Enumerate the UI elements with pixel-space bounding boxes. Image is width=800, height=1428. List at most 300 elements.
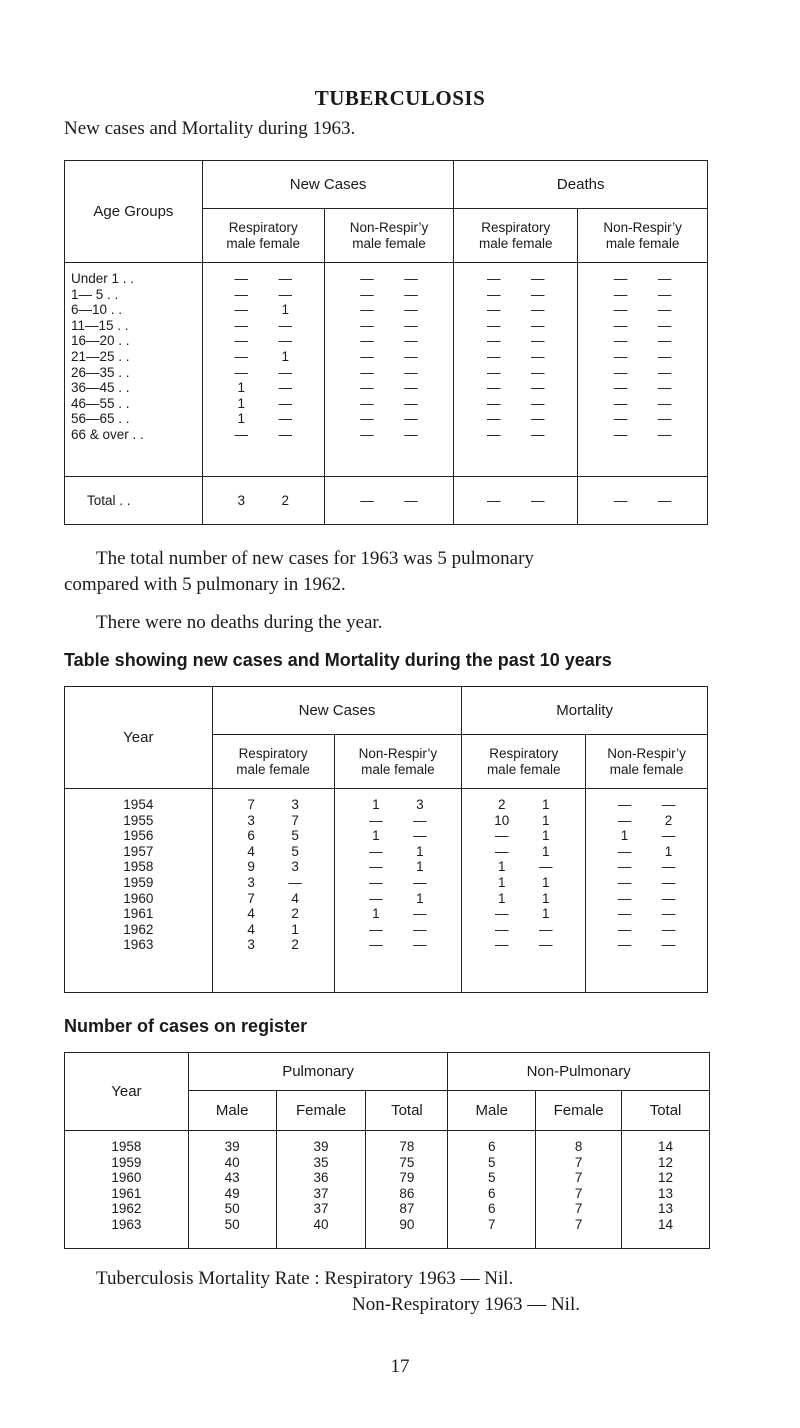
cell-value: — [360, 364, 374, 380]
cell-value: — [613, 286, 628, 302]
new-resp-column [212, 789, 334, 993]
cell-value: — [413, 874, 427, 890]
page-number: 17 [390, 1356, 410, 1377]
age-group-label: 46—55 . . [71, 395, 130, 411]
new-resp-column [202, 263, 324, 477]
age-group-label: 66 & over . . [71, 426, 144, 442]
cell-value: — [617, 906, 632, 922]
cell-value: — [404, 411, 418, 427]
value-pair [578, 302, 707, 318]
year-column [65, 1131, 189, 1249]
value-pair [213, 906, 334, 922]
year-label: 1955 [123, 812, 154, 828]
value-pair [454, 365, 577, 381]
year-label: 1956 [123, 828, 154, 844]
cell-value: — [657, 317, 672, 333]
cell-value: 5 [488, 1154, 496, 1170]
year-label: 1959 [111, 1154, 142, 1170]
cell-value: 4 [247, 843, 255, 859]
cell-value: — [661, 890, 676, 906]
cell-value: — [404, 492, 418, 508]
cell-value: — [413, 828, 427, 844]
mortality-rate-respiratory: Tuberculosis Mortality Rate : Respiratory 1963 — Nil. [96, 1268, 514, 1289]
value-pair [325, 287, 454, 303]
value-pair [213, 922, 334, 938]
cell-value: — [288, 874, 302, 890]
register-table-heading: Number of cases on register [64, 1016, 308, 1036]
value-pair [454, 493, 577, 509]
cell-value: 5 [291, 843, 299, 859]
cell-value: 75 [399, 1154, 415, 1170]
cell-value: 1 [237, 395, 245, 411]
cell-value: — [657, 348, 672, 364]
value-pair [586, 937, 707, 953]
age-group-label: 1— 5 . . [71, 286, 119, 302]
age-groups-header: Age Groups [65, 161, 203, 263]
cell-value: — [360, 286, 374, 302]
value-pair [213, 813, 334, 829]
cell-value: — [404, 302, 418, 318]
cell-value: — [613, 348, 628, 364]
pulm-female-header: Female [276, 1091, 366, 1131]
cell-value: 13 [658, 1185, 674, 1201]
cell-value: — [613, 411, 628, 427]
pulmonary-header: Pulmonary [188, 1053, 448, 1091]
value-pair [454, 271, 577, 287]
pulm-female-column [276, 1131, 366, 1249]
cell-value: — [661, 937, 676, 953]
cell-value: — [531, 286, 545, 302]
cell-value: 7 [574, 1216, 583, 1232]
cell-value: — [278, 364, 292, 380]
nonpulm-male-header: Male [448, 1091, 536, 1131]
cell-value: 90 [399, 1216, 415, 1232]
cell-value: — [538, 937, 553, 953]
cell-value: 50 [224, 1201, 240, 1217]
new-nonresp-column [324, 263, 454, 477]
cell-value: — [413, 937, 427, 953]
value-pair [578, 271, 707, 287]
cell-value: — [617, 843, 632, 859]
value-pair [325, 318, 454, 334]
cell-value: — [657, 426, 672, 442]
total-new-resp [202, 477, 324, 525]
cell-value: — [360, 426, 374, 442]
new-resp-header: Respiratory male female [212, 735, 334, 789]
cell-value: — [657, 333, 672, 349]
cell-value: — [404, 271, 418, 286]
cell-value: — [531, 302, 545, 318]
value-pair [586, 891, 707, 907]
age-group-label: 21—25 . . [71, 348, 130, 364]
cell-value: 14 [658, 1216, 674, 1232]
value-pair [578, 349, 707, 365]
year-label: 1957 [123, 843, 154, 859]
year-label: 1954 [123, 797, 154, 812]
cell-value: — [360, 271, 374, 286]
cell-value: 3 [416, 797, 424, 812]
value-pair [586, 922, 707, 938]
cell-value: — [404, 426, 418, 442]
page-title: TUBERCULOSIS [314, 86, 486, 110]
value-pair [203, 349, 324, 365]
new-nonresp-column [334, 789, 462, 993]
cell-value: 1 [497, 859, 506, 875]
cell-value: — [661, 906, 676, 922]
cell-value: — [234, 302, 248, 318]
cell-value: — [494, 906, 509, 922]
value-pair [578, 493, 707, 509]
value-pair [454, 396, 577, 412]
cell-value: — [278, 317, 292, 333]
cell-value: — [369, 874, 383, 890]
cell-value: — [234, 333, 248, 349]
cell-value: 7 [574, 1185, 583, 1201]
cell-value: — [413, 921, 427, 937]
cell-value: 12 [658, 1154, 674, 1170]
cell-value: 78 [399, 1139, 415, 1154]
value-pair [462, 828, 585, 844]
cell-value: — [657, 364, 672, 380]
cell-value: 40 [224, 1154, 240, 1170]
cell-value: — [613, 426, 628, 442]
cell-value: — [487, 317, 501, 333]
cell-value: — [617, 890, 632, 906]
cell-value: 6 [488, 1185, 496, 1201]
new-nonresp-header: Non-Respir’y male female [324, 209, 454, 263]
value-pair [203, 427, 324, 443]
cell-value: 39 [313, 1139, 329, 1154]
cell-value: — [531, 395, 545, 411]
value-pair [578, 380, 707, 396]
age-group-label: 11—15 . . [71, 317, 129, 333]
value-pair [454, 380, 577, 396]
cell-value: — [661, 874, 676, 890]
value-pair [213, 797, 334, 813]
age-group-label: 36—45 . . [71, 380, 130, 396]
cell-value: — [657, 271, 672, 286]
deaths-header: Deaths [454, 161, 708, 209]
cell-value: — [487, 380, 501, 396]
value-pair [213, 875, 334, 891]
cell-value: 9 [247, 859, 255, 875]
new-nonresp-header: Non-Respir’y male female [334, 735, 462, 789]
cell-value: — [404, 364, 418, 380]
cell-value: — [531, 271, 545, 286]
cell-value: — [613, 380, 628, 396]
cell-value: — [617, 921, 632, 937]
cell-value: — [657, 286, 672, 302]
page-subtitle: New cases and Mortality during 1963. [64, 118, 356, 139]
cell-value: 1 [497, 874, 506, 890]
cell-value: — [531, 411, 545, 427]
value-pair [454, 349, 577, 365]
cell-value: 3 [291, 797, 299, 812]
cell-value: 36 [313, 1170, 329, 1186]
value-pair [578, 287, 707, 303]
cell-value: — [487, 286, 501, 302]
value-pair [213, 937, 334, 953]
cell-value: — [617, 874, 632, 890]
value-pair [462, 859, 585, 875]
age-group-label: 16—20 . . [71, 333, 130, 349]
mort-nonresp-column [586, 789, 708, 993]
cell-value: — [360, 380, 374, 396]
cell-value: 2 [497, 797, 506, 812]
total-deaths-resp [454, 477, 578, 525]
cell-value: 1 [541, 797, 550, 812]
cell-value: 87 [399, 1201, 415, 1217]
year-column [65, 789, 213, 993]
cell-value: 39 [224, 1139, 240, 1154]
cell-value: 7 [574, 1154, 583, 1170]
value-pair [454, 318, 577, 334]
cell-value: 3 [237, 492, 245, 508]
value-pair [203, 302, 324, 318]
cell-value: — [360, 411, 374, 427]
cell-value: 13 [658, 1201, 674, 1217]
mort-nonresp-header: Non-Respir’y male female [586, 735, 708, 789]
value-pair [586, 875, 707, 891]
cell-value: — [487, 411, 501, 427]
cell-value: 1 [620, 828, 629, 844]
year-header: Year [65, 1053, 189, 1131]
cell-value: 7 [574, 1170, 583, 1186]
cell-value: 1 [541, 906, 550, 922]
value-pair [203, 318, 324, 334]
cell-value: — [404, 286, 418, 302]
cell-value: 3 [247, 937, 255, 953]
value-pair [213, 891, 334, 907]
cell-value: — [661, 828, 676, 844]
cell-value: — [360, 492, 374, 508]
cell-value: 6 [247, 828, 255, 844]
cell-value: — [494, 937, 509, 953]
cell-value: — [360, 302, 374, 318]
value-pair [578, 365, 707, 381]
value-pair [213, 828, 334, 844]
cell-value: 7 [247, 890, 255, 906]
cell-value: 6 [488, 1201, 496, 1217]
nonpulm-female-column [536, 1131, 622, 1249]
cell-value: — [531, 492, 545, 508]
cell-value: — [404, 348, 418, 364]
cell-value: — [617, 937, 632, 953]
cell-value: — [657, 302, 672, 318]
value-pair [335, 844, 462, 860]
year-label: 1960 [123, 890, 154, 906]
cell-value: — [487, 364, 501, 380]
deaths-resp-header: Respiratory male female [454, 209, 578, 263]
cell-value: — [487, 492, 501, 508]
value-pair [213, 859, 334, 875]
cell-value: 7 [291, 812, 299, 828]
cell-value: — [234, 317, 248, 333]
age-labels-column [65, 263, 203, 477]
cell-value: — [613, 317, 628, 333]
pulm-male-column [188, 1131, 276, 1249]
value-pair [335, 891, 462, 907]
mort-resp-header: Respiratory male female [462, 735, 586, 789]
cell-value: — [617, 812, 632, 828]
age-group-label: 26—35 . . [71, 364, 130, 380]
cell-value: — [369, 921, 383, 937]
cell-value: 1 [372, 828, 380, 844]
cell-value: — [234, 348, 248, 364]
cell-value: — [278, 333, 292, 349]
year-label: 1961 [123, 906, 154, 922]
value-pair [454, 333, 577, 349]
value-pair [462, 922, 585, 938]
cell-value: 3 [291, 859, 299, 875]
cell-value: — [538, 859, 553, 875]
cell-value: 35 [313, 1154, 329, 1170]
value-pair [454, 287, 577, 303]
cell-value: — [487, 333, 501, 349]
year-header: Year [65, 687, 213, 789]
value-pair [586, 859, 707, 875]
cell-value: — [413, 812, 427, 828]
pulm-total-column [366, 1131, 448, 1249]
cell-value: — [369, 859, 383, 875]
value-pair [586, 844, 707, 860]
cell-value: 49 [224, 1185, 240, 1201]
value-pair [203, 333, 324, 349]
cell-value: 1 [541, 843, 550, 859]
cell-value: 1 [541, 828, 550, 844]
cell-value: — [657, 380, 672, 396]
cell-value: — [487, 271, 501, 286]
cell-value: — [234, 271, 248, 286]
cell-value: — [369, 812, 383, 828]
cell-value: — [494, 828, 509, 844]
cell-value: — [661, 797, 676, 812]
cell-value: — [538, 921, 553, 937]
value-pair [586, 828, 707, 844]
cell-value: 10 [494, 812, 510, 828]
mort-resp-column [462, 789, 586, 993]
cell-value: — [278, 411, 292, 427]
paragraph-no-deaths: There were no deaths during the year. [96, 612, 383, 633]
value-pair [325, 271, 454, 287]
cell-value: 1 [372, 797, 380, 812]
cell-value: — [278, 271, 292, 286]
cell-value: — [531, 333, 545, 349]
cell-value: — [369, 890, 383, 906]
deaths-nonresp-header: Non-Respir’y male female [578, 209, 708, 263]
cell-value: — [404, 380, 418, 396]
year-label: 1958 [123, 859, 154, 875]
cell-value: — [360, 317, 374, 333]
value-pair [578, 333, 707, 349]
cell-value: — [613, 271, 628, 286]
cell-value: 50 [224, 1216, 240, 1232]
ten-year-table-heading: Table showing new cases and Mortality during the past 10 years [64, 650, 612, 670]
cell-value: 1 [541, 874, 550, 890]
cell-value: — [278, 395, 292, 411]
cell-value: — [531, 380, 545, 396]
age-group-label: 6—10 . . [71, 302, 123, 318]
cell-value: — [234, 426, 248, 442]
total-label: Total . . [65, 477, 203, 525]
value-pair [213, 844, 334, 860]
cell-value: 4 [247, 906, 255, 922]
new-cases-mortality-1963-table [64, 160, 708, 525]
deaths-resp-column [454, 263, 578, 477]
year-label: 1962 [111, 1201, 142, 1217]
cell-value: — [613, 492, 628, 508]
total-new-nonresp [324, 477, 454, 525]
cell-value: 14 [658, 1139, 674, 1154]
value-pair [203, 396, 324, 412]
value-pair [462, 891, 585, 907]
cell-value: 1 [497, 890, 506, 906]
cell-value: 7 [488, 1216, 496, 1232]
cell-value: — [531, 348, 545, 364]
pulm-total-header: Total [366, 1091, 448, 1131]
value-pair [325, 365, 454, 381]
mortality-header: Mortality [462, 687, 708, 735]
cell-value: 1 [416, 843, 424, 859]
value-pair [578, 396, 707, 412]
year-label: 1963 [123, 937, 154, 953]
cell-value: — [531, 426, 545, 442]
value-pair [203, 493, 324, 509]
cell-value: 12 [658, 1170, 674, 1186]
year-label: 1962 [123, 921, 154, 937]
value-pair [462, 844, 585, 860]
new-cases-header: New Cases [212, 687, 462, 735]
value-pair [325, 396, 454, 412]
value-pair [335, 828, 462, 844]
nonpulm-total-header: Total [622, 1091, 710, 1131]
value-pair [454, 302, 577, 318]
cell-value: 1 [541, 812, 550, 828]
cell-value: — [487, 302, 501, 318]
value-pair [462, 797, 585, 813]
value-pair [462, 875, 585, 891]
value-pair [335, 797, 462, 813]
nonpulm-total-column [622, 1131, 710, 1249]
cell-value: — [360, 395, 374, 411]
cell-value: 1 [541, 890, 550, 906]
value-pair [586, 813, 707, 829]
cell-value: — [661, 921, 676, 937]
cell-value: — [487, 348, 501, 364]
value-pair [454, 411, 577, 427]
age-group-label: 56—65 . . [71, 411, 130, 427]
cell-value: 37 [313, 1201, 329, 1217]
cell-value: 2 [281, 492, 289, 508]
cell-value: — [369, 937, 383, 953]
non-pulmonary-header: Non-Pulmonary [448, 1053, 710, 1091]
cell-value: — [487, 395, 501, 411]
cell-value: 4 [247, 921, 255, 937]
cell-value: 43 [224, 1170, 240, 1186]
value-pair [462, 906, 585, 922]
value-pair [335, 875, 462, 891]
value-pair [203, 411, 324, 427]
cell-value: — [613, 395, 628, 411]
value-pair [325, 411, 454, 427]
cases-on-register-table [64, 1052, 710, 1249]
new-cases-header: New Cases [202, 161, 454, 209]
cell-value: 1 [664, 843, 673, 859]
cell-value: 7 [574, 1201, 583, 1217]
year-label: 1958 [111, 1139, 142, 1154]
cell-value: 1 [237, 411, 245, 427]
value-pair [578, 427, 707, 443]
